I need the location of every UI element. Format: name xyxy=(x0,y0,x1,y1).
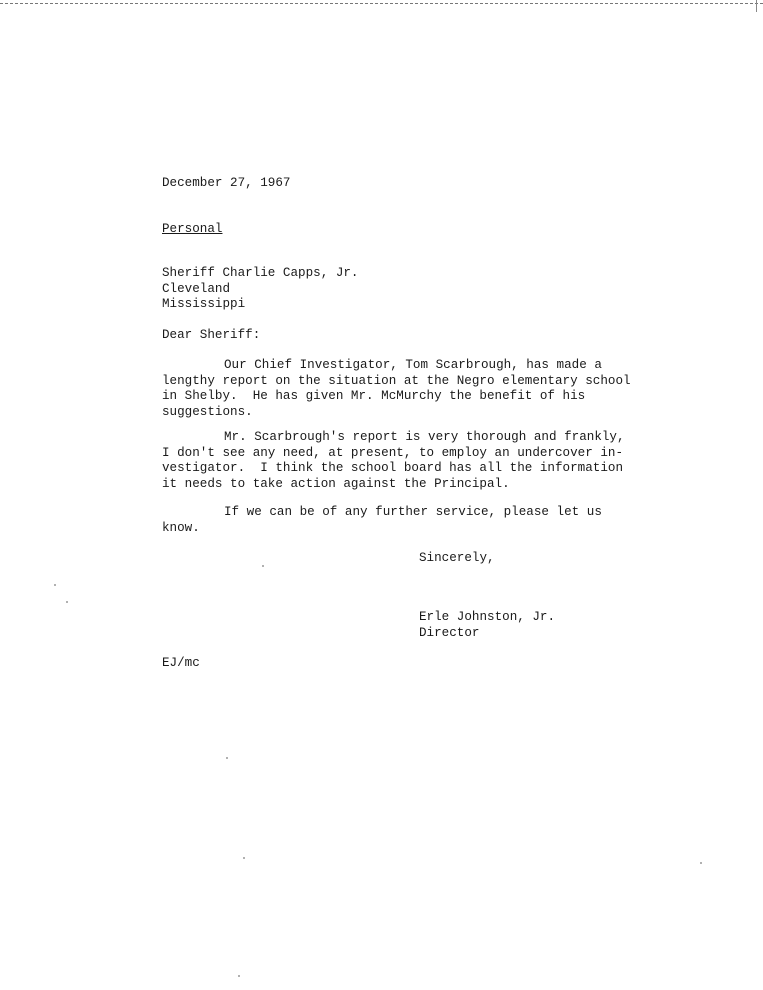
letter-date: December 27, 1967 xyxy=(162,176,291,190)
paragraph-line: If we can be of any further service, please let us xyxy=(224,505,602,519)
paragraph-line: lengthy report on the situation at the Negro elementary school xyxy=(162,373,631,388)
scan-speck xyxy=(66,601,68,603)
scan-speck xyxy=(700,862,702,864)
salutation: Dear Sheriff: xyxy=(162,328,261,342)
body-paragraph-2 xyxy=(162,430,625,492)
page-corner-mark xyxy=(756,0,763,12)
paragraph-line: in Shelby. He has given Mr. McMurchy the benefit of his xyxy=(162,389,586,403)
personal-marking: Personal xyxy=(162,222,223,236)
paragraph-line: Our Chief Investigator, Tom Scarbrough, has made a xyxy=(224,358,602,372)
paragraph-line: I don't see any need, at present, to employ an undercover in- xyxy=(162,445,624,460)
scan-speck xyxy=(262,565,264,567)
paragraph-line: suggestions. xyxy=(162,404,253,419)
complimentary-closing: Sincerely, xyxy=(419,551,495,565)
page-top-edge xyxy=(0,3,763,4)
signer-title: Director xyxy=(419,625,480,640)
scan-speck xyxy=(238,975,240,977)
paragraph-line: Mr. Scarbrough's report is very thorough and frankly, xyxy=(224,430,625,444)
signature-block xyxy=(419,610,555,641)
scan-speck xyxy=(243,857,245,859)
body-paragraph-3 xyxy=(162,505,602,536)
recipient-address-block xyxy=(162,266,359,313)
recipient-state: Mississippi xyxy=(162,297,246,311)
scan-speck xyxy=(54,584,56,586)
typist-initials: EJ/mc xyxy=(162,656,200,670)
recipient-city: Cleveland xyxy=(162,281,231,296)
scan-speck xyxy=(226,757,228,759)
paragraph-line: vestigator. I think the school board has all the information xyxy=(162,461,624,475)
body-paragraph-1 xyxy=(162,358,631,420)
paragraph-line: know. xyxy=(162,520,200,535)
signer-name: Erle Johnston, Jr. xyxy=(419,610,556,624)
paragraph-line: it needs to take action against the Principal. xyxy=(162,476,510,491)
recipient-name: Sheriff Charlie Capps, Jr. xyxy=(162,266,359,280)
